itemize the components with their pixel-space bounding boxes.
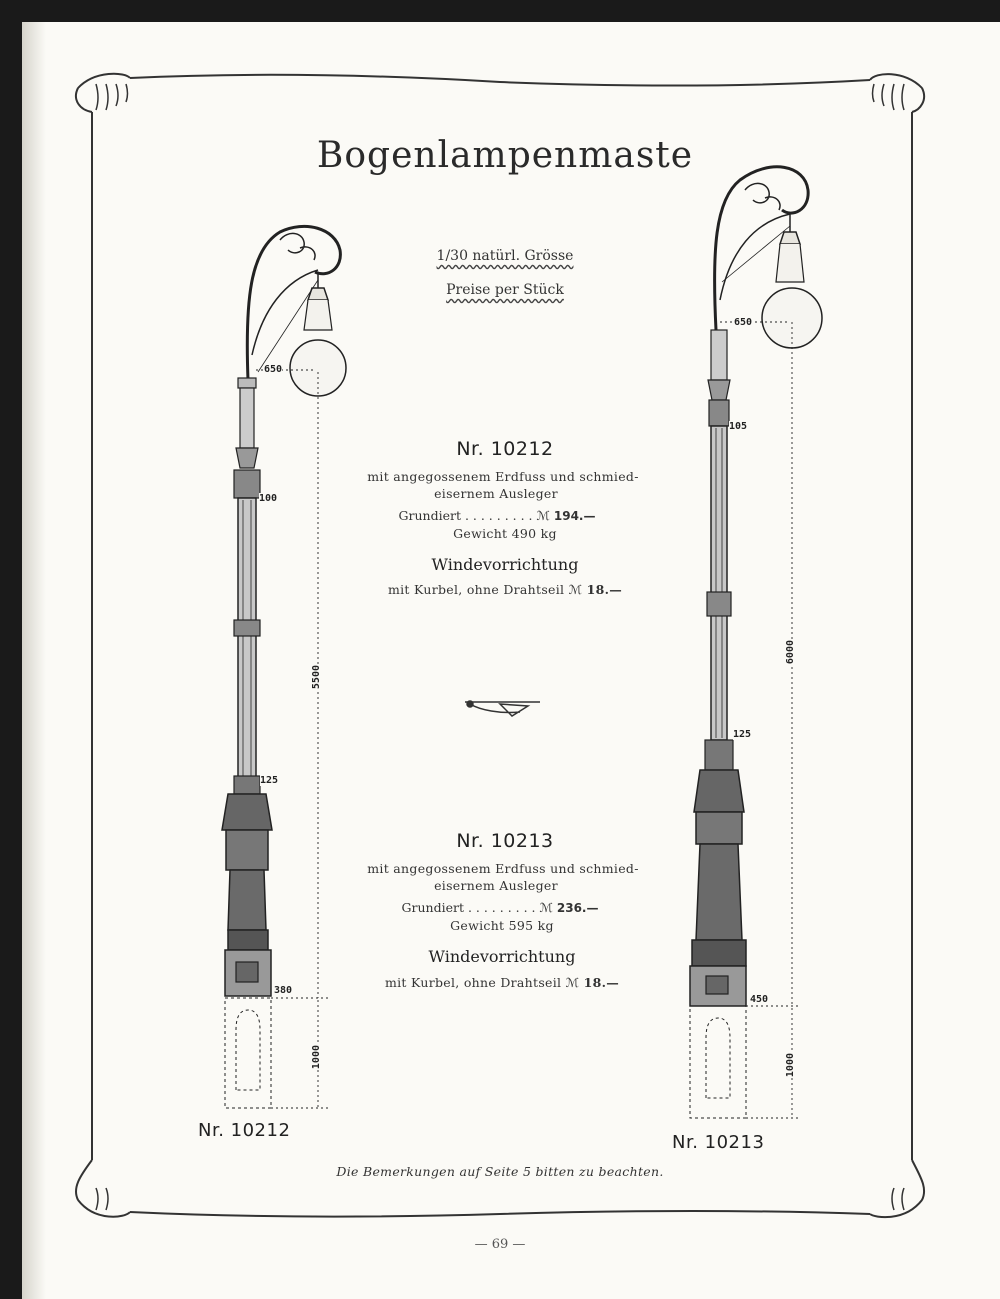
currency-symbol: ℳ <box>539 900 553 915</box>
product-heading: Nr. 10212 <box>456 438 554 460</box>
product-heading: Nr. 10213 <box>456 830 554 852</box>
product-weight: Gewicht 595 kg <box>450 918 554 933</box>
product-description-line: mit angegossenem Erdfuss und schmied- <box>367 469 639 484</box>
price-label: Grundiert <box>401 900 464 915</box>
accessory-title: Windevorrichtung <box>431 555 579 574</box>
decorative-divider-ornament <box>465 701 540 716</box>
price-note: Preise per Stück <box>446 282 564 298</box>
product-description-line: eisernem Ausleger <box>434 878 558 893</box>
page-number: — 69 — <box>474 1237 526 1252</box>
dimension-label-shaft-base: 125 <box>733 729 752 740</box>
accessory-title: Windevorrichtung <box>428 947 576 966</box>
dimension-label-shaft-top: 100 <box>259 493 278 504</box>
product-description-line: mit angegossenem Erdfuss und schmied- <box>367 861 639 876</box>
dimension-label-height: 5500 <box>311 665 322 690</box>
currency-symbol: ℳ <box>565 975 580 990</box>
dimension-label-arm-reach: 650 <box>264 364 283 375</box>
accessory-price-line <box>385 975 619 990</box>
dimension-label-height: 6000 <box>785 640 796 665</box>
price-leader: . . . . . . . . . <box>467 900 536 915</box>
page-title: Bogenlampenmaste <box>316 135 694 176</box>
scale-note: 1/30 natürl. Grösse <box>436 248 574 264</box>
product-description-line: eisernem Ausleger <box>434 486 558 501</box>
price-value: 236.— <box>556 901 599 915</box>
currency-symbol: ℳ <box>536 508 550 523</box>
illustration-caption-right: Nr. 10213 <box>672 1132 765 1153</box>
currency-symbol: ℳ <box>568 582 583 597</box>
accessory-description: mit Kurbel, ohne Drahtseil <box>384 975 562 990</box>
price-value: 194.— <box>553 509 596 523</box>
dimension-label-shaft-base: 125 <box>260 775 279 786</box>
accessory-price-value: 18.— <box>583 975 620 990</box>
lamp-post-illustration-left <box>222 226 346 1108</box>
footnote: Die Bemerkungen auf Seite 5 bitten zu beachten. <box>336 1164 664 1179</box>
dimension-label-foundation-depth: 1000 <box>311 1045 322 1070</box>
illustration-caption-left: Nr. 10212 <box>198 1120 291 1141</box>
dimension-label-foot-width: 380 <box>274 985 293 996</box>
dimension-label-arm-reach: 650 <box>734 317 753 328</box>
product-weight: Gewicht 490 kg <box>453 526 557 541</box>
product-price-line <box>402 900 599 915</box>
accessory-price-line <box>388 582 622 597</box>
accessory-price-value: 18.— <box>586 582 623 597</box>
product-price-line <box>399 508 596 523</box>
price-label: Grundiert <box>398 508 461 523</box>
dimension-label-foot-width: 450 <box>750 994 769 1005</box>
price-leader: . . . . . . . . . <box>464 508 533 523</box>
lamp-post-illustration-right <box>690 167 822 1118</box>
accessory-description: mit Kurbel, ohne Drahtseil <box>387 582 565 597</box>
dimension-label-shaft-top: 105 <box>729 421 748 432</box>
dimension-label-foundation-depth: 1000 <box>785 1053 796 1078</box>
